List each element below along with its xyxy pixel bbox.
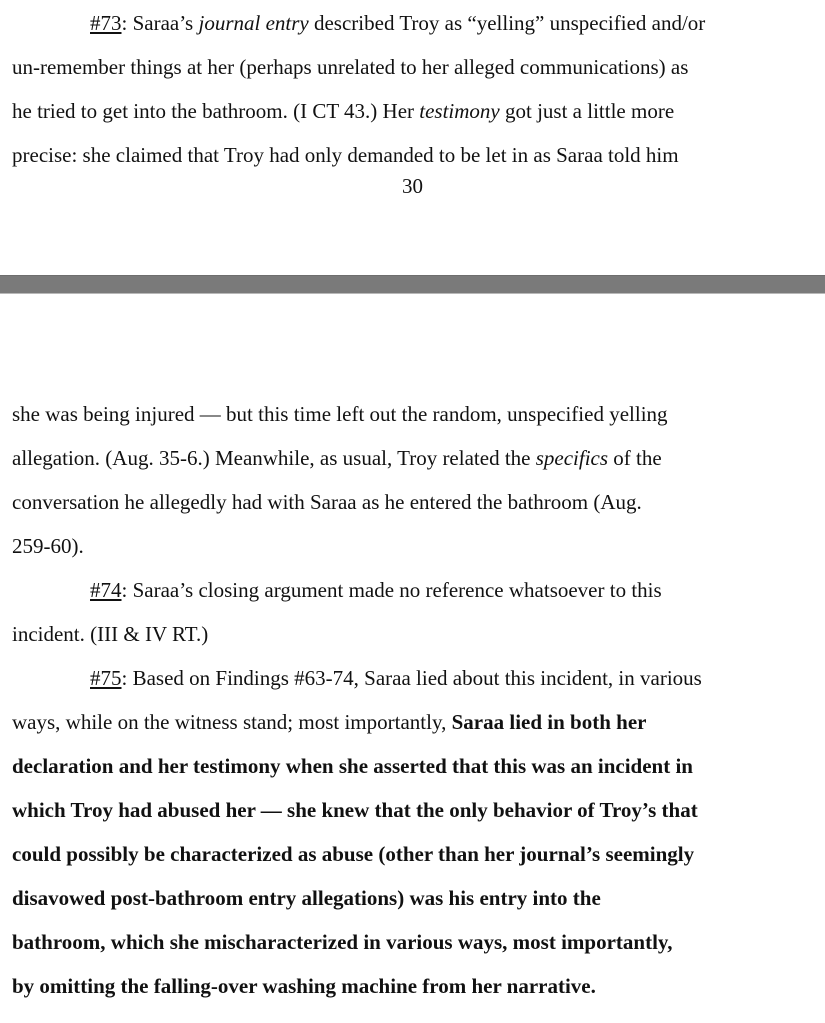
text-line: ways, while on the witness stand; most importantly, Saraa lied in both her (12, 710, 647, 734)
finding-75-line: #75: Based on Findings #63-74, Saraa lied about this incident, in various (90, 666, 702, 690)
bold-text: Saraa lied in both her (451, 710, 647, 734)
bold-text-line: disavowed post-bathroom entry allegations) was his entry into the (12, 886, 601, 910)
bold-text-line: declaration and her testimony when she asserted that this was an incident in (12, 754, 693, 778)
text-line: he tried to get into the bathroom. (I CT 43.) Her testimony got just a little more (12, 99, 675, 123)
bold-text-line: bathroom, which she mischaracterized in various ways, most importantly, (12, 930, 673, 954)
text-line: un-remember things at her (perhaps unrelated to her alleged communications) as (12, 55, 689, 79)
finding-ref-75: #75 (90, 666, 122, 690)
bold-text-line: could possibly be characterized as abuse (other than her journal’s seemingly (12, 842, 695, 866)
finding-ref-74: #74 (90, 578, 122, 602)
finding-ref-73: #73 (90, 11, 122, 35)
finding-74-line: #74: Saraa’s closing argument made no reference whatsoever to this (90, 578, 662, 602)
page-separator (0, 275, 825, 294)
bold-text-line: which Troy had abused her — she knew that the only behavior of Troy’s that (12, 798, 698, 822)
finding-73-line: #73: Saraa’s journal entry described Troy as “yelling” unspecified and/or (90, 11, 706, 35)
text-line: incident. (III & IV RT.) (12, 622, 209, 646)
text-line: precise: she claimed that Troy had only demanded to be let in as Saraa told him (12, 143, 679, 167)
text-line: she was being injured — but this time left out the random, unspecified yelling (12, 402, 668, 426)
bold-text-line: by omitting the falling-over washing machine from her narrative. (12, 974, 596, 998)
text-line: allegation. (Aug. 35-6.) Meanwhile, as usual, Troy related the specifics of the (12, 446, 662, 470)
text-line: conversation he allegedly had with Saraa as he entered the bathroom (Aug. (12, 490, 642, 514)
page-number: 30 (402, 174, 423, 198)
text-line: 259-60). (12, 534, 84, 558)
